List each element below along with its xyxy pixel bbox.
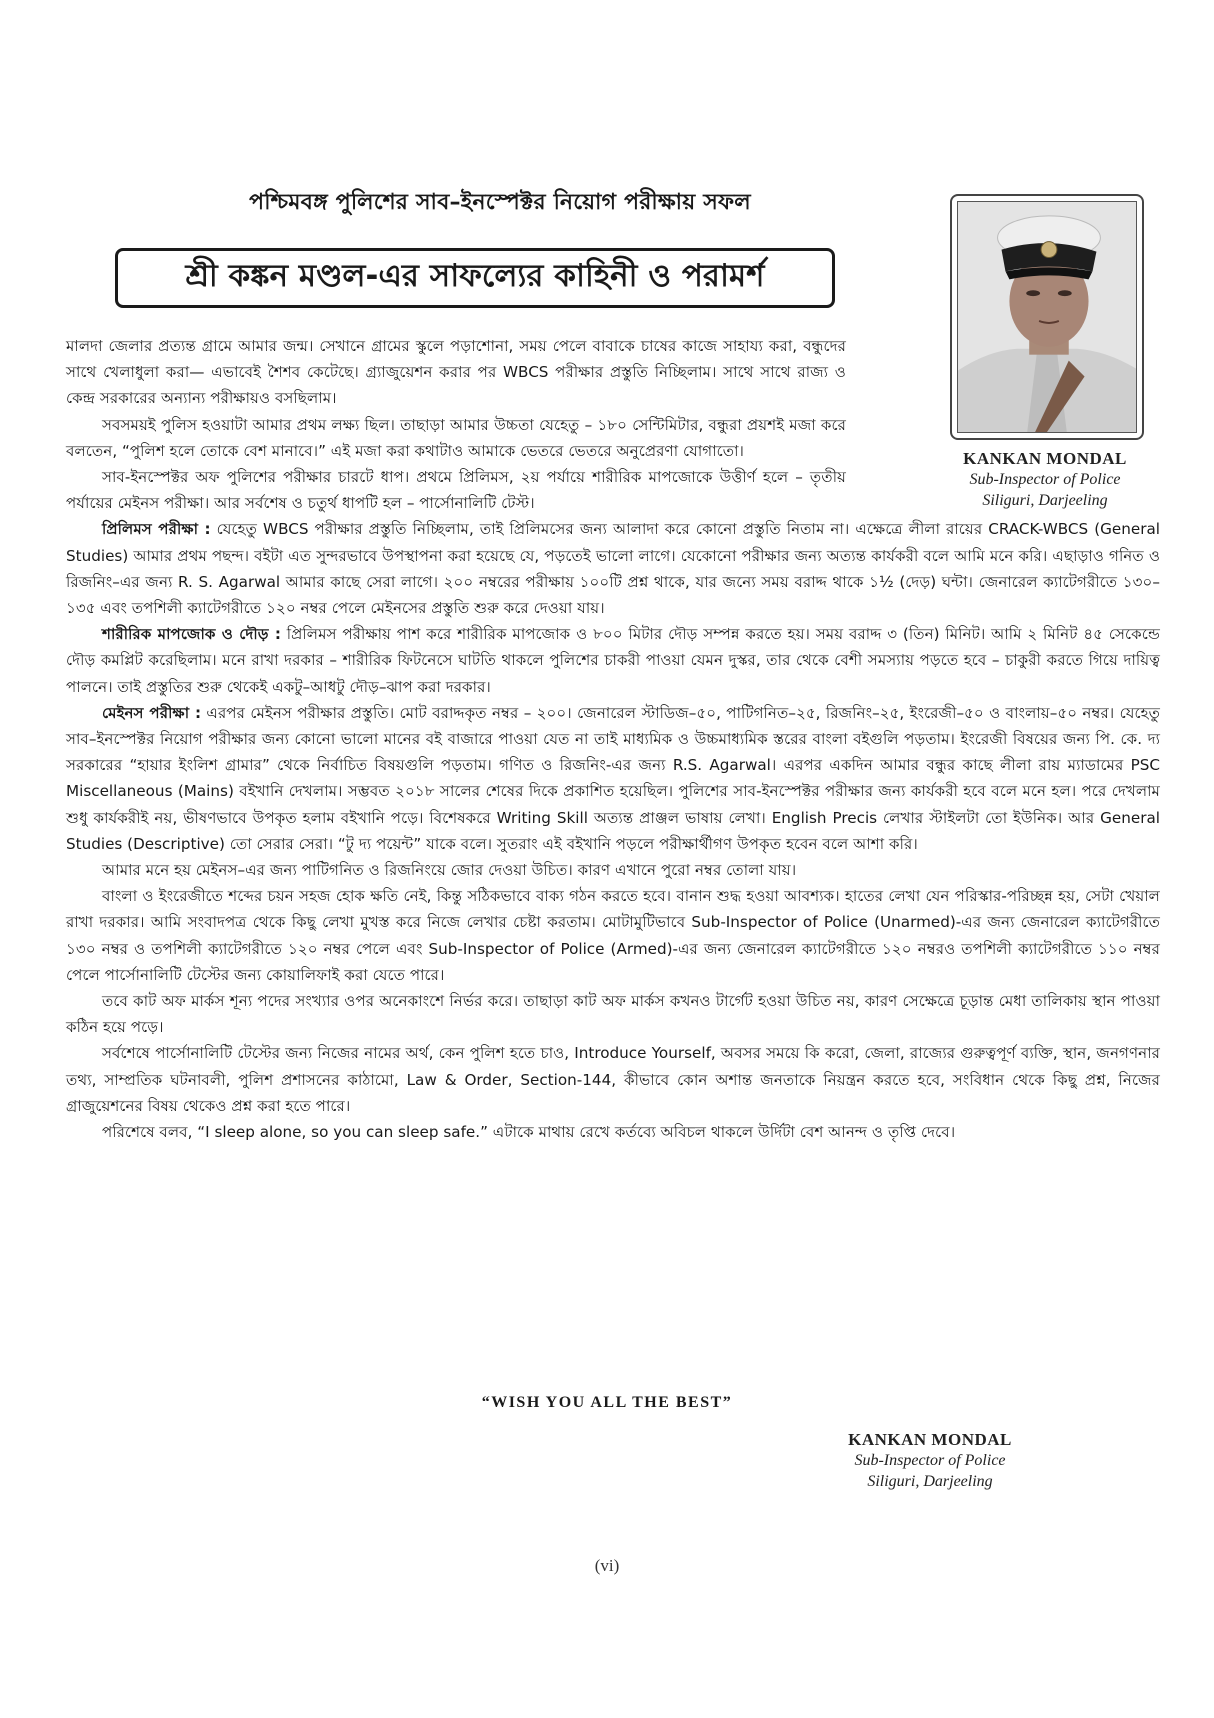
caption-place: Siliguri, Darjeeling: [982, 492, 1108, 509]
signature-name: KANKAN MONDAL: [848, 1430, 1012, 1449]
paragraph: বাংলা ও ইংরেজীতে শব্দের চয়ন সহজ হোক ক্ষতি নেই, কিন্তু সঠিকভাবে বাক্য গঠন করতে হবে। বানান শুদ্ধ হওয়া আবশ্যক। হাতের লেখা যেন পরিস্কার-পরিচ্ছন্ন হয়, সেটা খেয়াল রাখা দরকার। আমি সংবাদপত্র থেকে কিছু লেখা মুখস্ত করে নিজে লেখার চেষ্টা করতাম। মোটামুটিভাবে Sub-Inspector of Police (Unarmed)-এর জন্য জেনারেল ক্যাটেগরীতে ১৩০ নম্বর ও তপশিলী ক্যাটেগরীতে ১২০ নম্বর পেলে এবং Sub-Inspector of Police (Armed)-এর জন্য জেনারেল ক্যাটেগরীতে ১২০ নম্বরও তপশিলী ক্যাটেগরীতে ১১০ নম্বর পেলে পার্সোনালিটি টেস্টের জন্য কোয়ালিফাই করা যেতে পারে।: [66, 887, 1160, 984]
title-box: [115, 248, 835, 308]
signature-role: Sub-Inspector of Police: [854, 1452, 1006, 1469]
paragraph: সর্বশেষে পার্সোনালিটি টেস্টের জন্য নিজের নামের অর্থ, কেন পুলিশ হতে চাও, Introduce Yourself, অবসর সময়ে কি করো, জেলা, রাজ্যের গুরুত্বপূর্ণ ব্যক্তি, স্থান, জনগণনার তথ্য, সাম্প্রতিক ঘটনাবলী, পুলিশ প্রশাসনের কাঠামো, Law & Order, Section-144, কীভাবে কোন অশান্ত জনতাকে নিয়ন্ত্রন করতে হবে, সংবিধান থেকে কিছু প্রশ্ন, নিজের গ্রাজুয়েশনের বিষয় থেকেও প্রশ্ন করা হতে পারে।: [66, 1044, 1160, 1115]
section-heading-mains: মেইনস পরীক্ষা :: [102, 703, 202, 722]
header-subtitle: পশ্চিমবঙ্গ পুলিশের সাব–ইনস্পেক্টর নিয়োগ পরীক্ষায় সফল: [249, 190, 751, 215]
caption-name: KANKAN MONDAL: [963, 449, 1127, 468]
section-heading-prelims: প্রিলিমস পরীক্ষা :: [102, 520, 211, 539]
paragraph: তবে কাট অফ মার্কস শূন্য পদের সংখ্যার ওপর অনেকাংশে নির্ভর করে। তাছাড়া কাট অফ মার্কস কখনও টার্গেট হওয়া উচিত নয়, কারণ সেক্ষেত্রে চূড়ান্ত মেধা তালিকায় স্থান পাওয়া কঠিন হয়ে পড়ে।: [66, 992, 1160, 1037]
caption-role: Sub-Inspector of Police: [969, 471, 1121, 488]
signature-block: [810, 1430, 1050, 1492]
paragraph-text: এরপর মেইনস পরীক্ষার প্রস্তুতি। মোট বরাদ্দকৃত নম্বর – ২০০। জেনারেল স্টাডিজ–৫০, পাটিগনিত–২৫, রিজনিং–২৫, ইংরেজী–৫০ ও বাংলায়–৫০ নম্বর। যেহেতু সাব–ইনস্পেক্টর নিয়োগ পরীক্ষার জন্য কোনো ভালো মানের বই বাজারে পাওয়া যেত না তাই মাধ্যমিক ও উচ্চমাধ্যমিক স্তরের বাংলা বইগুলি পড়তাম। ইংরেজী বিষয়ের জন্য পি. কে. দ্য সরকারের “হায়ার ইংলিশ গ্রামার” থেকে নির্বাচিত বিষয়গুলি পড়তাম। গণিত ও রিজনিং-এর জন্য R.S. Agarwal। এরপর একদিন আমার বন্ধুর কাছে লীলা রায় ম্যাডামের PSC Miscellaneous (Mains) বইখানি দেখলাম। সম্ভবত ২০১৮ সালের শেষের দিকে প্রকাশিত হয়েছিল। পুলিশের সাব-ইনস্পেক্টর পরীক্ষার জন্য কার্যকরী হবে বলে মনে হল। পরে দেখলাম শুধু কার্যকরীই নয়, ভীষণভাবে উপকৃত হলাম বইখানি পড়ে। বিশেষকরে Writing Skill অত্যন্ত প্রাঞ্জল ভাষায় লেখা। English Precis লেখার স্টাইলটা তো ইউনিক। আর General Studies (Descriptive) তো সেরার সেরা। “টু দ্য পয়েন্ট” যাকে বলে। সুতরাং এই বইখানি পড়লে পরীক্ষার্থীগণ উপকৃত হবেন বলে আশা করি।: [66, 703, 1160, 853]
signature-place: Siliguri, Darjeeling: [867, 1473, 993, 1490]
paragraph: সবসময়ই পুলিস হওয়াটা আমার প্রথম লক্ষ্য ছিল। তাছাড়া আমার উচ্চতা যেহেতু – ১৮০ সেন্টিমিটার, বন্ধুরা প্রয়শই মজা করে বলতেন, “পুলিশ হলে তোকে বেশ মানাবে।” এই মজা করা কথাটাও আমাকে ভেতরে ভেতরে অনুপ্রেরণা যোগাতো।: [66, 415, 846, 460]
paragraph-text: যেহেতু WBCS পরীক্ষার প্রস্তুতি নিচ্ছিলাম, তাই প্রিলিমসের জন্য আলাদা করে কোনো প্রস্তুতি নিতাম না। এক্ষেত্রে লীলা রায়ের CRACK-WBCS (General Studies) আমার প্রথম পছন্দ। বইটা এত সুন্দরভাবে উপস্থাপনা করা হয়েছে যে, পড়তেই ভালো লাগে। যেকোনো পরীক্ষার জন্য অত্যন্ত কার্যকরী বলে আমি মনে করি। এছাড়াও গনিত ও রিজনিং–এর জন্য R. S. Agarwal আমার কাছে সেরা লাগে। ২০০ নম্বরের পরীক্ষায় ১০০টি প্রশ্ন থাকে, যার জন্যে সময় বরাদ্দ থাকে ১½ (দেড়) ঘন্টা। জেনারেল ক্যাটেগরীতে ১৩০–১৩৫ এবং তপশিলী ক্যাটেগরীতে ১২০ নম্বর পেলে মেইনসের প্রস্তুতি শুরু করে দেওয়া যায়।: [66, 520, 1160, 618]
paragraph: [66, 700, 1160, 857]
closing-wish: “WISH YOU ALL THE BEST”: [481, 1394, 733, 1411]
paragraph: মালদা জেলার প্রত্যন্ত গ্রামে আমার জন্ম। সেখানে গ্রামের স্কুলে পড়াশোনা, সময় পেলে বাবাকে চাষের কাজে সাহায্য করা, বন্ধুদের সাথে খেলাধুলা করা— এভাবেই শৈশব কেটেছে। গ্র্যাজুয়েশন করার পর WBCS পরীক্ষার প্রস্তুতি নিচ্ছিলাম। সাথে সাথে রাজ্য ও কেন্দ্র সরকারের অন্যান্য পরীক্ষায়ও বসছিলাম।: [66, 337, 846, 408]
section-heading-physical: শারীরিক মাপজোক ও দৌড় :: [102, 625, 281, 644]
paragraph: [66, 621, 1160, 700]
paragraph-text: প্রিলিমস পরীক্ষায় পাশ করে শারীরিক মাপজোক ও ৮০০ মিটার দৌড় সম্পন্ন করতে হয়। সময় বরাদ্দ ৩ (তিন) মিনিট। আমি ২ মিনিট ৪৫ সেকেন্ডে দৌড় কমপ্লিট করেছিলাম। মনে রাখা দরকার – শারীরিক ফিটনেসে ঘাটতি থাকলে পুলিশের চাকরী পাওয়া যেমন দুস্কর, তার থেকে বেশী সমস্যায় পড়তে হবে – চাকুরী করতে গিয়ে দায়িত্ব পালনে। তাই প্রস্তুতির শুরু থেকেই একটু–আধটু দৌড়–ঝাপ করা দরকার।: [66, 625, 1160, 696]
paragraph: [66, 516, 1160, 621]
paragraph: সাব-ইনস্পেক্টর অফ পুলিশের পরীক্ষার চারটে ধাপ। প্রথমে প্রিলিমস, ২য় পর্যায়ে শারীরিক মাপজোকে উত্তীর্ণ হলে – তৃতীয় পর্যায়ের মেইনস পরীক্ষা। আর সর্বশেষ ও চতুর্থ ধাপটি হল – পার্সোনালিটি টেস্ট।: [66, 468, 846, 513]
page-title: শ্রী কঙ্কন মণ্ডল-এর সাফল্যের কাহিনী ও পরামর্শ: [185, 258, 765, 294]
paragraph: পরিশেষে বলব, “I sleep alone, so you can sleep safe.” এটাকে মাথায় রেখে কর্তব্যে অবিচল থাকলে উর্দিটা বেশ আনন্দ ও তৃপ্তি দেবে।: [102, 1123, 956, 1142]
page-number: (vi): [594, 1556, 620, 1575]
article-body: [66, 333, 1160, 1145]
paragraph: আমার মনে হয় মেইনস–এর জন্য পাটিগনিত ও রিজনিংয়ে জোর দেওয়া উচিত। কারণ এখানে পুরো নম্বর তোলা যায়।: [102, 861, 797, 880]
